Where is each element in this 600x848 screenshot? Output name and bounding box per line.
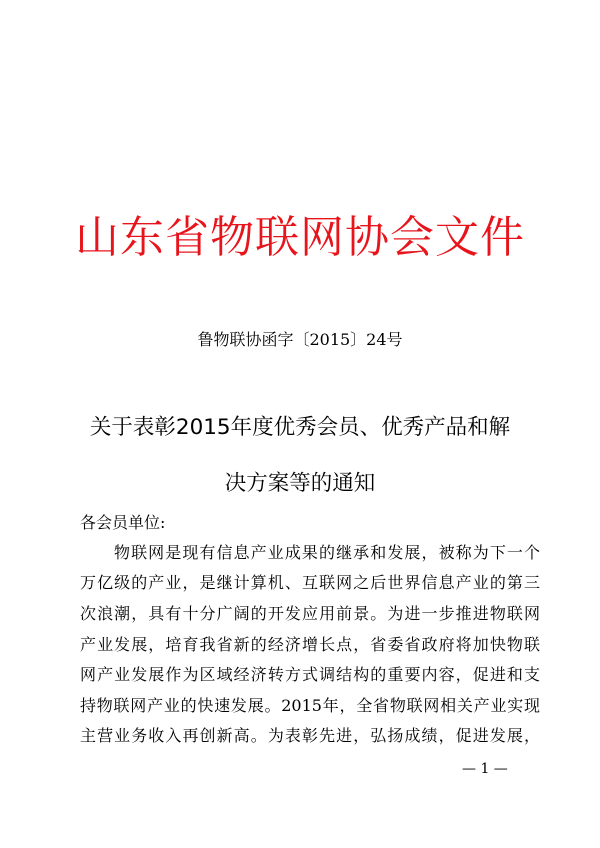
notice-title-line-1: 关于表彰2015年度优秀会员、优秀产品和解 [89,415,511,440]
notice-title-line-2: 决方案等的通知 [224,471,376,496]
body-line-2: 万亿级的产业，是继计算机、互联网之后世界信息产业的第三 [80,573,540,592]
body-line-1: 物联网是现有信息产业成果的继承和发展，被称为下一个 [114,543,540,562]
body-line-3: 次浪潮，具有十分广阔的开发应用前景。为进一步推进物联网 [80,604,540,623]
body-line-5: 网产业发展作为区域经济转方式调结构的重要内容，促进和支 [80,665,540,684]
body-line-7: 主营业务收入再创新高。为表彰先进，弘扬成绩，促进发展， [80,726,540,745]
salutation: 各会员单位: [80,513,166,532]
body-line-6: 持物联网产业的快速发展。2015年，全省物联网相关产业实现 [80,696,540,715]
page-number: — 1 — [462,761,508,777]
body-line-4: 产业发展，培育我省新的经济增长点，省委省政府将加快物联 [80,635,540,654]
document-masthead-title: 山东省物联网协会文件 [75,212,525,263]
document-number: 鲁物联协函字〔2015〕24号 [197,330,403,349]
